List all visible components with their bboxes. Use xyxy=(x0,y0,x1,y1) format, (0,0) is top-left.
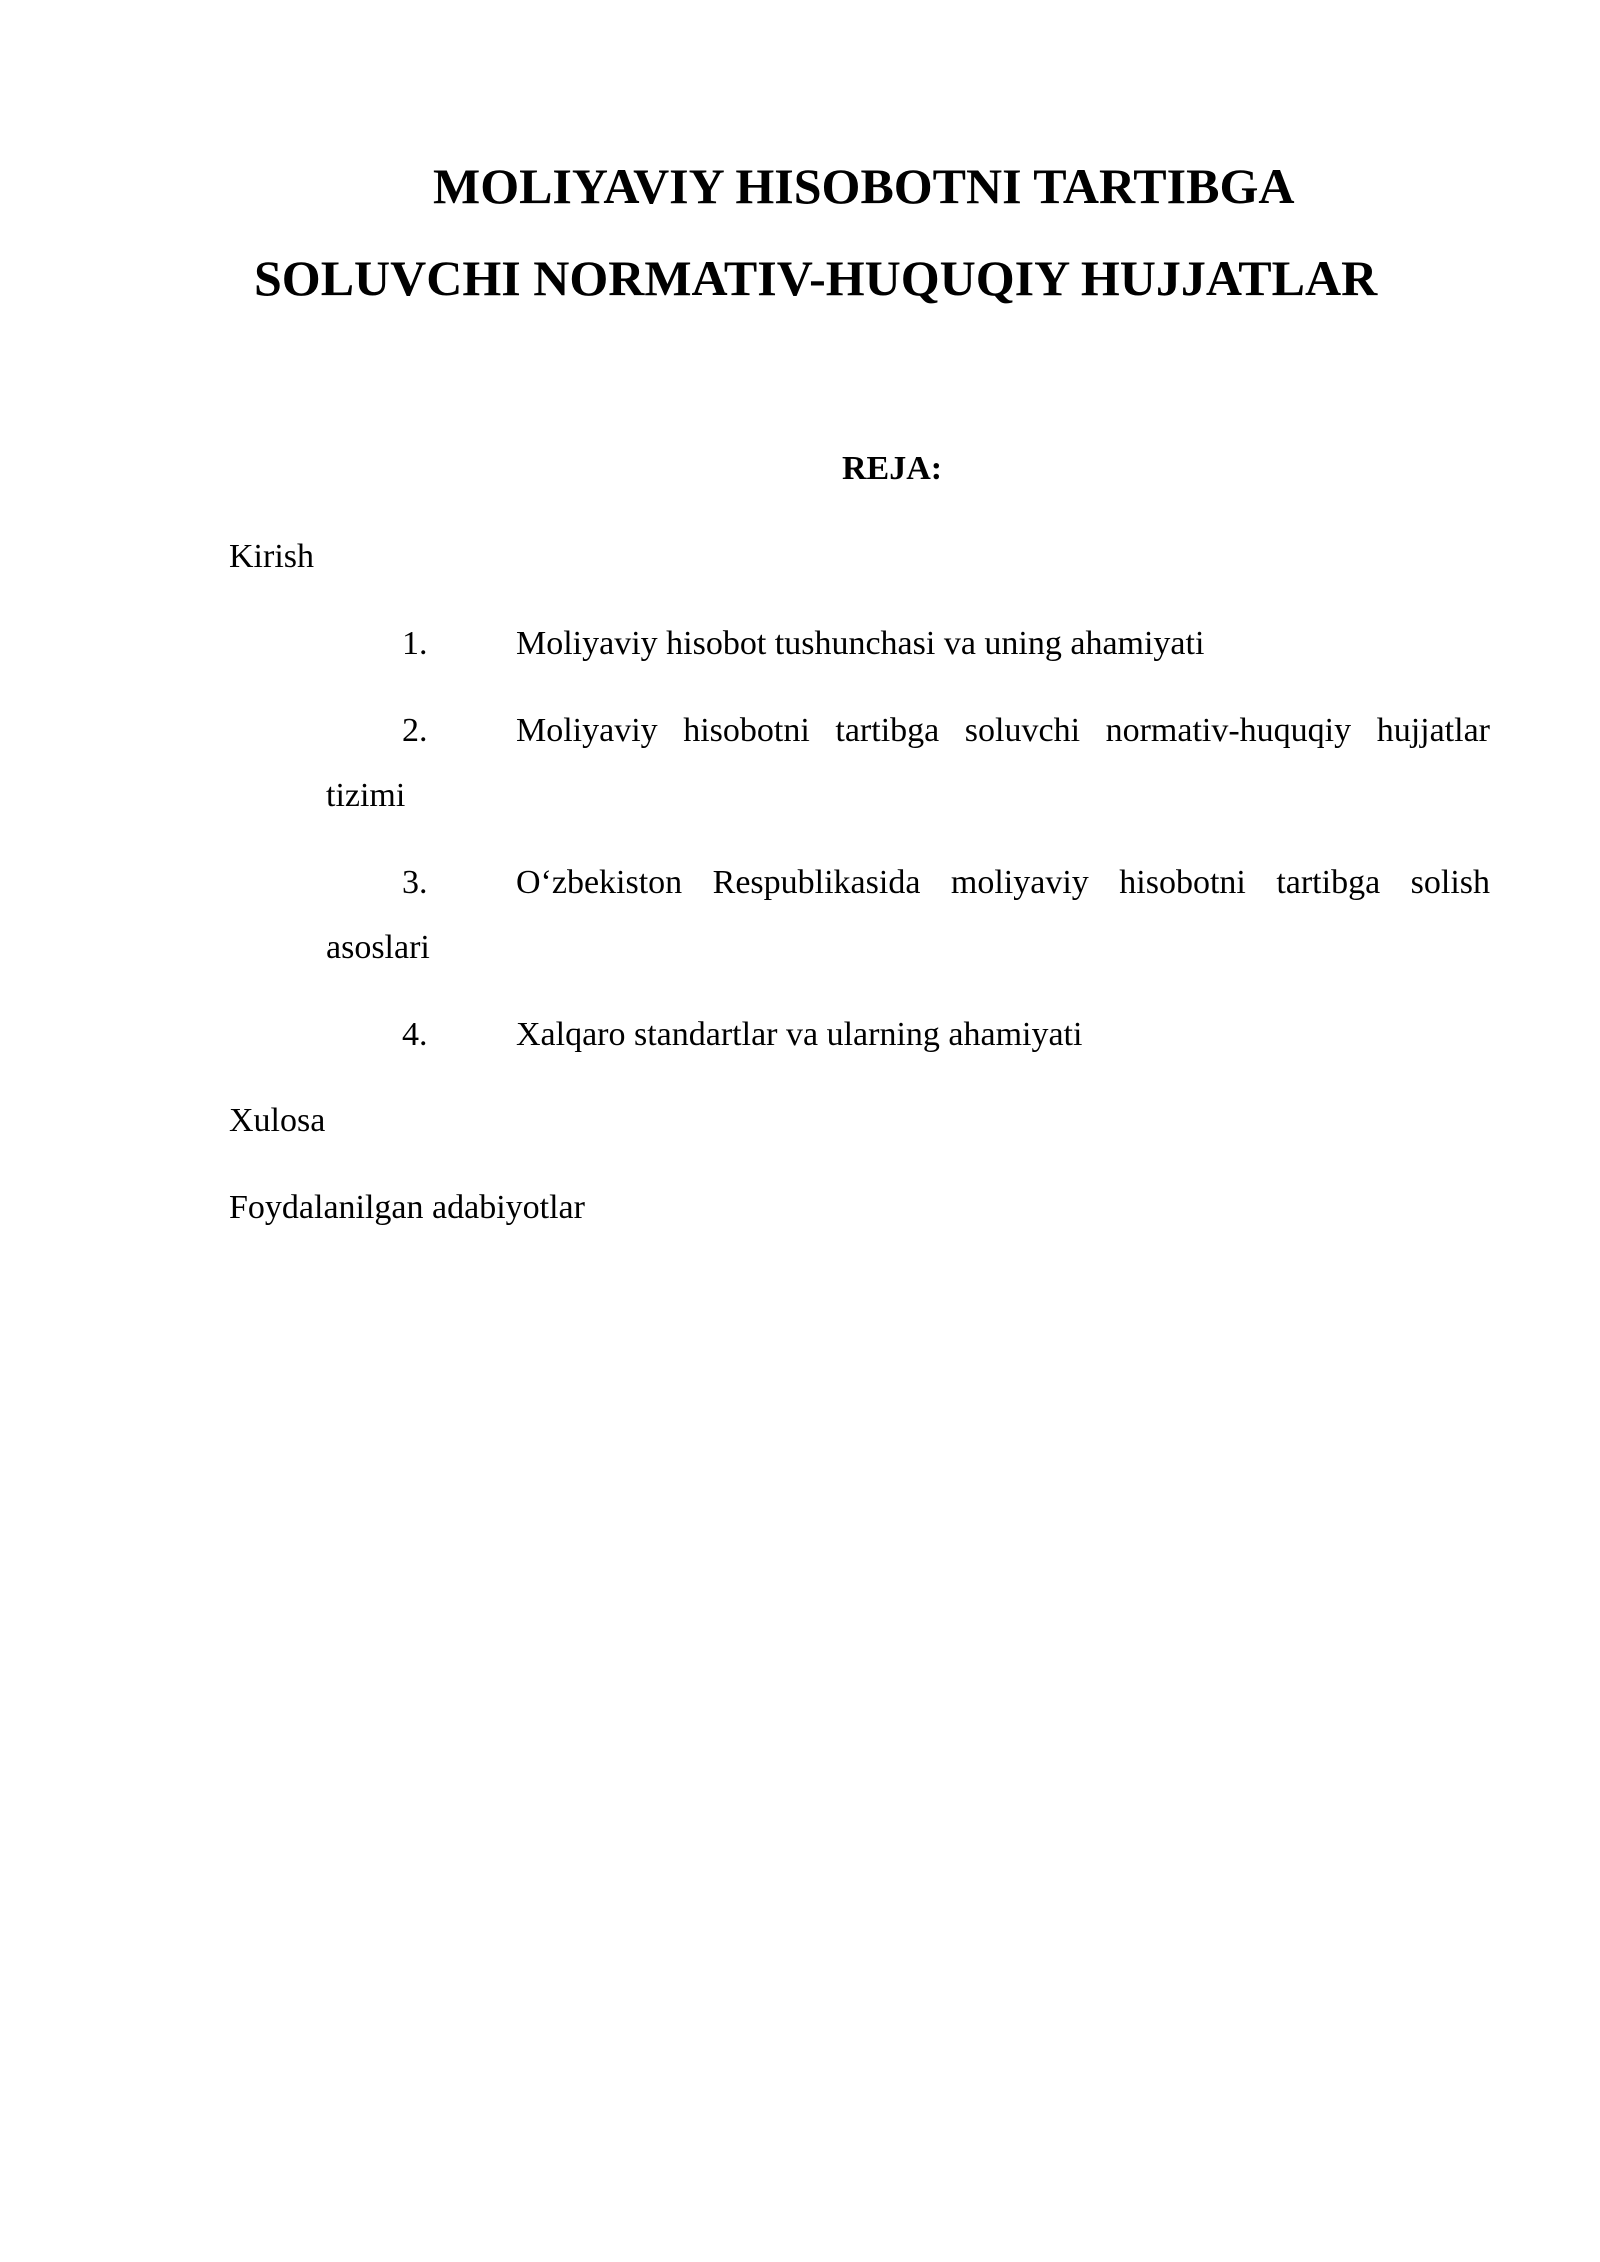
references-entry: Foydalanilgan adabiyotlar xyxy=(229,1189,585,1226)
plan-heading: REJA: xyxy=(842,450,943,487)
plan-item-3-continuation: asoslari xyxy=(326,929,430,966)
plan-item-3-number: 3. xyxy=(402,864,428,901)
conclusion-entry: Xulosa xyxy=(229,1102,326,1139)
document-title-line-2: SOLUVCHI NORMATIV-HUQUQIY HUJJATLAR xyxy=(254,250,1378,306)
plan-item-2-text: Moliyaviy hisobotni tartibga soluvchi normativ-huquqiy hujjatlar xyxy=(516,712,1490,749)
plan-item-3-text: O‘zbekiston Respublikasida moliyaviy hisobotni tartibga solish xyxy=(516,864,1490,901)
plan-item-4-text: Xalqaro standartlar va ularning ahamiyati xyxy=(516,1016,1083,1053)
plan-item-2-continuation: tizimi xyxy=(326,777,406,814)
plan-item-4-number: 4. xyxy=(402,1016,428,1053)
plan-item-1-text: Moliyaviy hisobot tushunchasi va uning ahamiyati xyxy=(516,625,1205,662)
plan-item-1-number: 1. xyxy=(402,625,428,662)
intro-entry: Kirish xyxy=(229,538,314,575)
plan-item-2-number: 2. xyxy=(402,712,428,749)
document-title-line-1: MOLIYAVIY HISOBOTNI TARTIBGA xyxy=(433,158,1295,214)
